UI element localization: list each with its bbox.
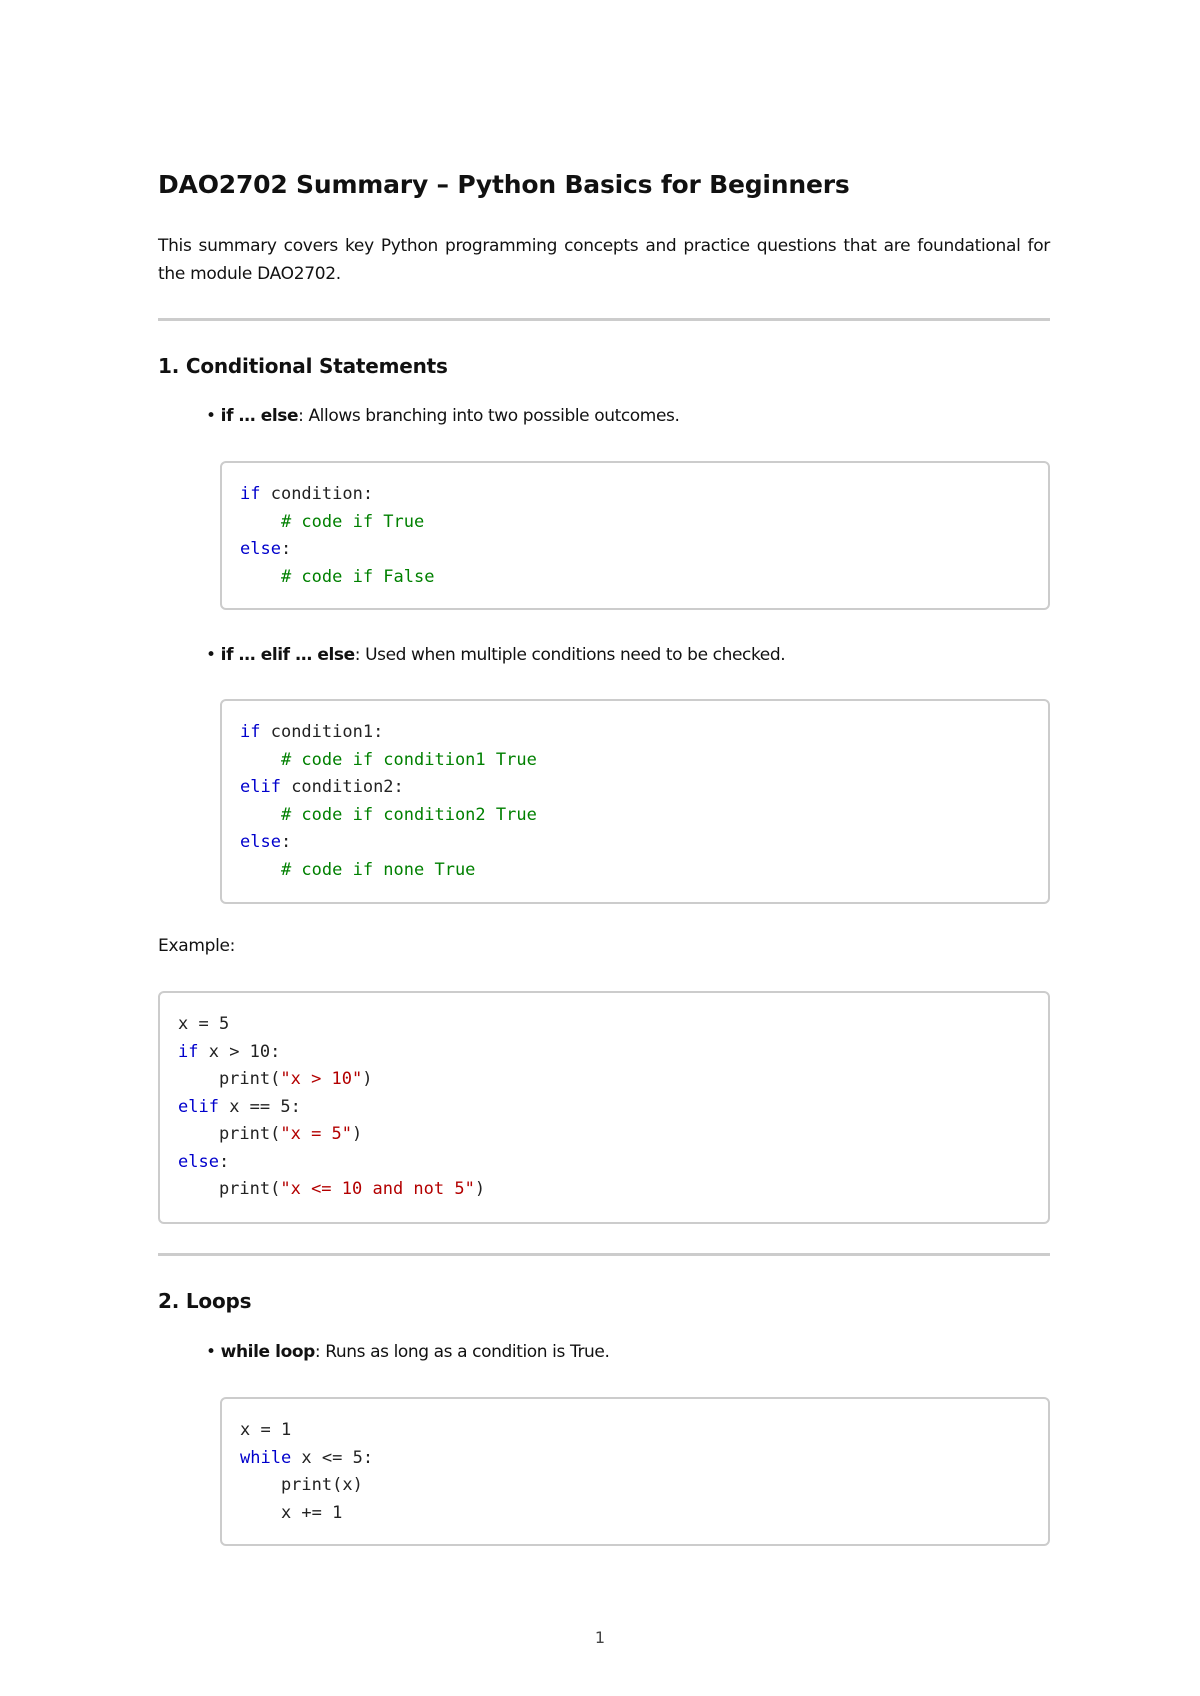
code-token: : [280,539,292,559]
code-token: while [240,1447,292,1468]
code-line [178,1121,1048,1149]
code-token: ) [362,1069,373,1089]
code-line [240,1417,1048,1445]
code-line [240,536,1048,564]
code-token: # code if True [280,511,425,532]
code-token: x <= 5: [291,1447,374,1468]
code-line [178,1149,1048,1177]
code-token: if [240,484,261,504]
intro-paragraph: This summary covers key Python programming concepts and practice questions that are foundational for the module DAO2702. [158,236,1050,284]
section-heading-conditionals: 1. Conditional Statements [158,354,448,378]
code-token: elif [178,1096,219,1117]
bullet-if-else: • if … else: Allows branching into two possible outcomes. [206,406,680,426]
code-line [178,1039,1048,1067]
code-line [240,829,1048,857]
page-number: 1 [594,1628,606,1647]
code-token: ) [474,1179,486,1199]
code-line [240,1500,1048,1528]
code-token: "x <= 10 and not 5" [280,1179,475,1199]
code-token: if [178,1041,199,1062]
section-heading-loops: 2. Loops [158,1289,252,1313]
code-token: # code if False [280,566,435,587]
code-token: x == 5: [218,1096,301,1117]
code-token [240,860,281,880]
section-divider [158,318,1050,321]
code-token: else [178,1151,219,1172]
code-block-example [158,991,1050,1224]
example-label: Example: [158,936,236,956]
code-token: condition1: [260,722,384,742]
bullet-desc: : Allows branching into two possible outcomes. [298,406,680,426]
code-token: # code if condition1 True [280,749,537,770]
code-token: elif [240,777,281,797]
code-line [240,1445,1048,1473]
code-token: ) [352,1124,363,1144]
code-token: x = 5 [178,1014,230,1034]
code-token: if [240,722,261,742]
page-title: DAO2702 Summary – Python Basics for Beginners [158,170,850,199]
code-token: else [240,539,281,559]
code-token: x += 1 [240,1502,343,1523]
code-token: : [218,1151,230,1172]
code-block-if-elif-else [220,699,1050,904]
code-block-while-loop [220,1397,1050,1546]
code-token: condition2: [280,777,404,797]
code-line [240,802,1048,830]
code-block-if-else [220,461,1050,610]
code-line [240,747,1048,775]
bullet-desc: : Runs as long as a condition is True. [314,1342,610,1362]
section-divider [158,1253,1050,1256]
code-token: x > 10: [198,1041,281,1062]
code-line [178,1094,1048,1122]
bullet-if-elif-else: • if … elif … else: Used when multiple conditions need to be checked. [206,645,786,665]
code-line [178,1176,1048,1204]
code-token: print( [178,1069,281,1089]
code-line [240,857,1048,885]
code-token: condition: [260,484,374,504]
code-token: print( [178,1179,281,1199]
code-line [240,719,1048,747]
code-line [240,481,1048,509]
bullet-desc: : Used when multiple conditions need to be checked. [354,645,786,665]
bullet-term: if … else [220,406,299,426]
code-line [240,564,1048,592]
code-token: # code if condition2 True [280,804,537,825]
code-token: print(x) [240,1475,363,1495]
code-token: # code if none True [280,859,476,880]
bullet-term: while loop [220,1342,315,1362]
code-line [178,1066,1048,1094]
bullet-while-loop: • while loop: Runs as long as a condition is True. [206,1342,610,1362]
code-token: "x = 5" [280,1124,353,1144]
code-token [240,750,281,770]
code-token: x = 1 [240,1420,292,1440]
code-token: print( [178,1124,281,1144]
code-token: else [240,832,281,852]
code-token [240,805,281,825]
code-token [240,512,281,532]
code-token [240,567,281,587]
code-line [240,509,1048,537]
code-token: "x > 10" [280,1069,363,1089]
bullet-term: if … elif … else [220,645,355,665]
code-line [240,774,1048,802]
code-line [240,1472,1048,1500]
code-line [178,1011,1048,1039]
code-token: : [280,832,292,852]
